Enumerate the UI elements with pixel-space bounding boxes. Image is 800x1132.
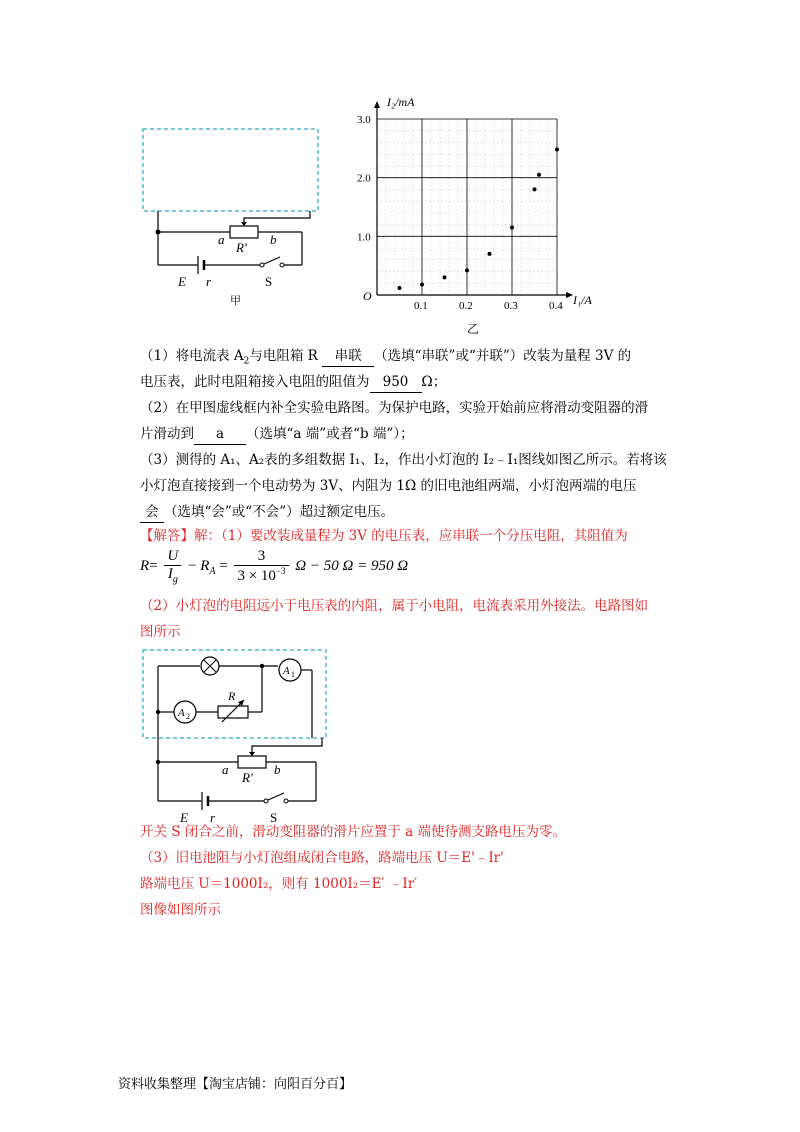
y-tick-label: 1.0 <box>357 231 371 244</box>
y-axis-label: I₂/mA <box>387 95 415 109</box>
question-2-line-2: 片滑动到 a （选填“a 端”或者“b 端”）； <box>140 424 414 445</box>
footer-text: 资料收集整理【淘宝店铺：向阳百分百】 <box>118 1077 353 1092</box>
label-S: S <box>265 274 273 289</box>
data-point <box>420 282 424 286</box>
origin-label: O <box>363 289 372 303</box>
question-3-line-1: （3）测得的 A₁、A₂表的多组数据 I₁、I₂，作出小灯泡的 I₂﹣I₁图线如图乙所示。若将该 <box>140 452 667 468</box>
answer-tag: 【解答】 <box>140 528 194 544</box>
x-tick-label: 0.3 <box>504 300 518 312</box>
label-b: b <box>270 232 277 247</box>
rheostat <box>230 226 258 238</box>
data-point <box>443 275 447 279</box>
svg-text:a: a <box>222 762 229 777</box>
y-axis-arrow <box>374 101 380 108</box>
data-point <box>488 252 492 256</box>
data-point <box>465 268 469 272</box>
answer-blank-3: a <box>194 424 246 445</box>
question-1-line-1: （1）将电流表 $A_2$与电阻箱 R 串联 （选填“串联”或“并联”）改装为量程 3V 的 <box>140 348 632 367</box>
svg-text:2: 2 <box>186 712 190 721</box>
y-tick-label: 2.0 <box>357 172 371 185</box>
x-axis-arrow <box>566 292 573 298</box>
data-point <box>537 173 541 177</box>
svg-text:r: r <box>210 810 216 825</box>
question-1-line-2: 电压表，此时电阻箱接入电阻的阻值为 950 Ω； <box>140 372 446 393</box>
formula: R= $\frac{U}{I_g}$ − $R_A$ = $\frac{3}{3 \times 10^{-3}}$ Ω − 50 Ω = 950 Ω <box>140 548 409 585</box>
y-tick-label: 3.0 <box>357 114 371 126</box>
answer-line-5: （3）旧电池阻与小灯泡组成闭合电路，路端电压 U＝E'﹣Ir' <box>140 850 504 866</box>
svg-text:1: 1 <box>291 670 295 679</box>
svg-text:E: E <box>180 810 188 825</box>
x-tick-label: 0.4 <box>549 300 563 312</box>
answer-blank-4: 会 <box>140 502 164 523</box>
answer-line-3: 图所示 <box>140 624 181 640</box>
label-a: a <box>218 232 225 247</box>
answer-line-4: 开关 S 闭合之前，滑动变阻器的滑片应置于 a 端使待测支路电压为零。 <box>140 824 566 840</box>
x-tick-label: 0.1 <box>414 300 428 312</box>
label-r: r <box>206 274 212 289</box>
data-point <box>533 187 537 191</box>
question-3-line-3: 会 （选填“会”或“不会”）超过额定电压。 <box>140 502 394 523</box>
circuit-figure-jia <box>140 120 340 310</box>
svg-text:A: A <box>283 665 290 677</box>
x-tick-label: 0.2 <box>459 300 473 312</box>
x-axis-label: I₁/A <box>573 293 592 307</box>
answer-line-6: 路端电压 U＝1000I₂，则有 1000I₂＝E′ ﹣Ir′ <box>140 876 418 892</box>
question-3-line-2: 小灯泡直接接到一个电动势为 3V、内阻为 1Ω 的旧电池组两端，小灯泡两端的电压 <box>140 478 637 494</box>
data-point <box>510 226 514 230</box>
svg-text:b: b <box>274 762 281 777</box>
data-point <box>555 148 559 152</box>
svg-text:R': R' <box>242 770 253 785</box>
svg-text:S: S <box>270 810 278 825</box>
resistance-box <box>218 706 248 718</box>
svg-text:R: R <box>228 689 236 703</box>
answer-blank-2: 950 <box>370 372 422 393</box>
data-point <box>398 286 402 290</box>
dashed-box <box>143 129 318 211</box>
answer-blank-1: 串联 <box>322 346 374 367</box>
svg-text:A: A <box>178 707 185 719</box>
answer-line-1: 【解答】解：（1）要改装成量程为 3V 的电压表，应串联一个分压电阻，其阻值为 <box>140 528 628 544</box>
scatter-chart <box>355 90 615 340</box>
label-E: E <box>178 274 186 289</box>
caption-jia: 甲 <box>230 295 241 307</box>
answer-line-2: （2）小灯泡的电阻远小于电压表的内阻，属于小电阻，电流表采用外接法。电路图如 <box>140 598 649 614</box>
answer-line-7: 图像如图所示 <box>140 902 221 918</box>
label-rprime: R' <box>236 240 247 255</box>
circuit-figure-answer <box>140 646 340 826</box>
question-2-line-1: （2）在甲图虚线框内补全实验电路图。为保护电路，实验开始前应将滑动变阻器的滑 <box>140 400 649 416</box>
chart-caption: 乙 <box>467 322 480 336</box>
rheostat <box>238 756 266 768</box>
